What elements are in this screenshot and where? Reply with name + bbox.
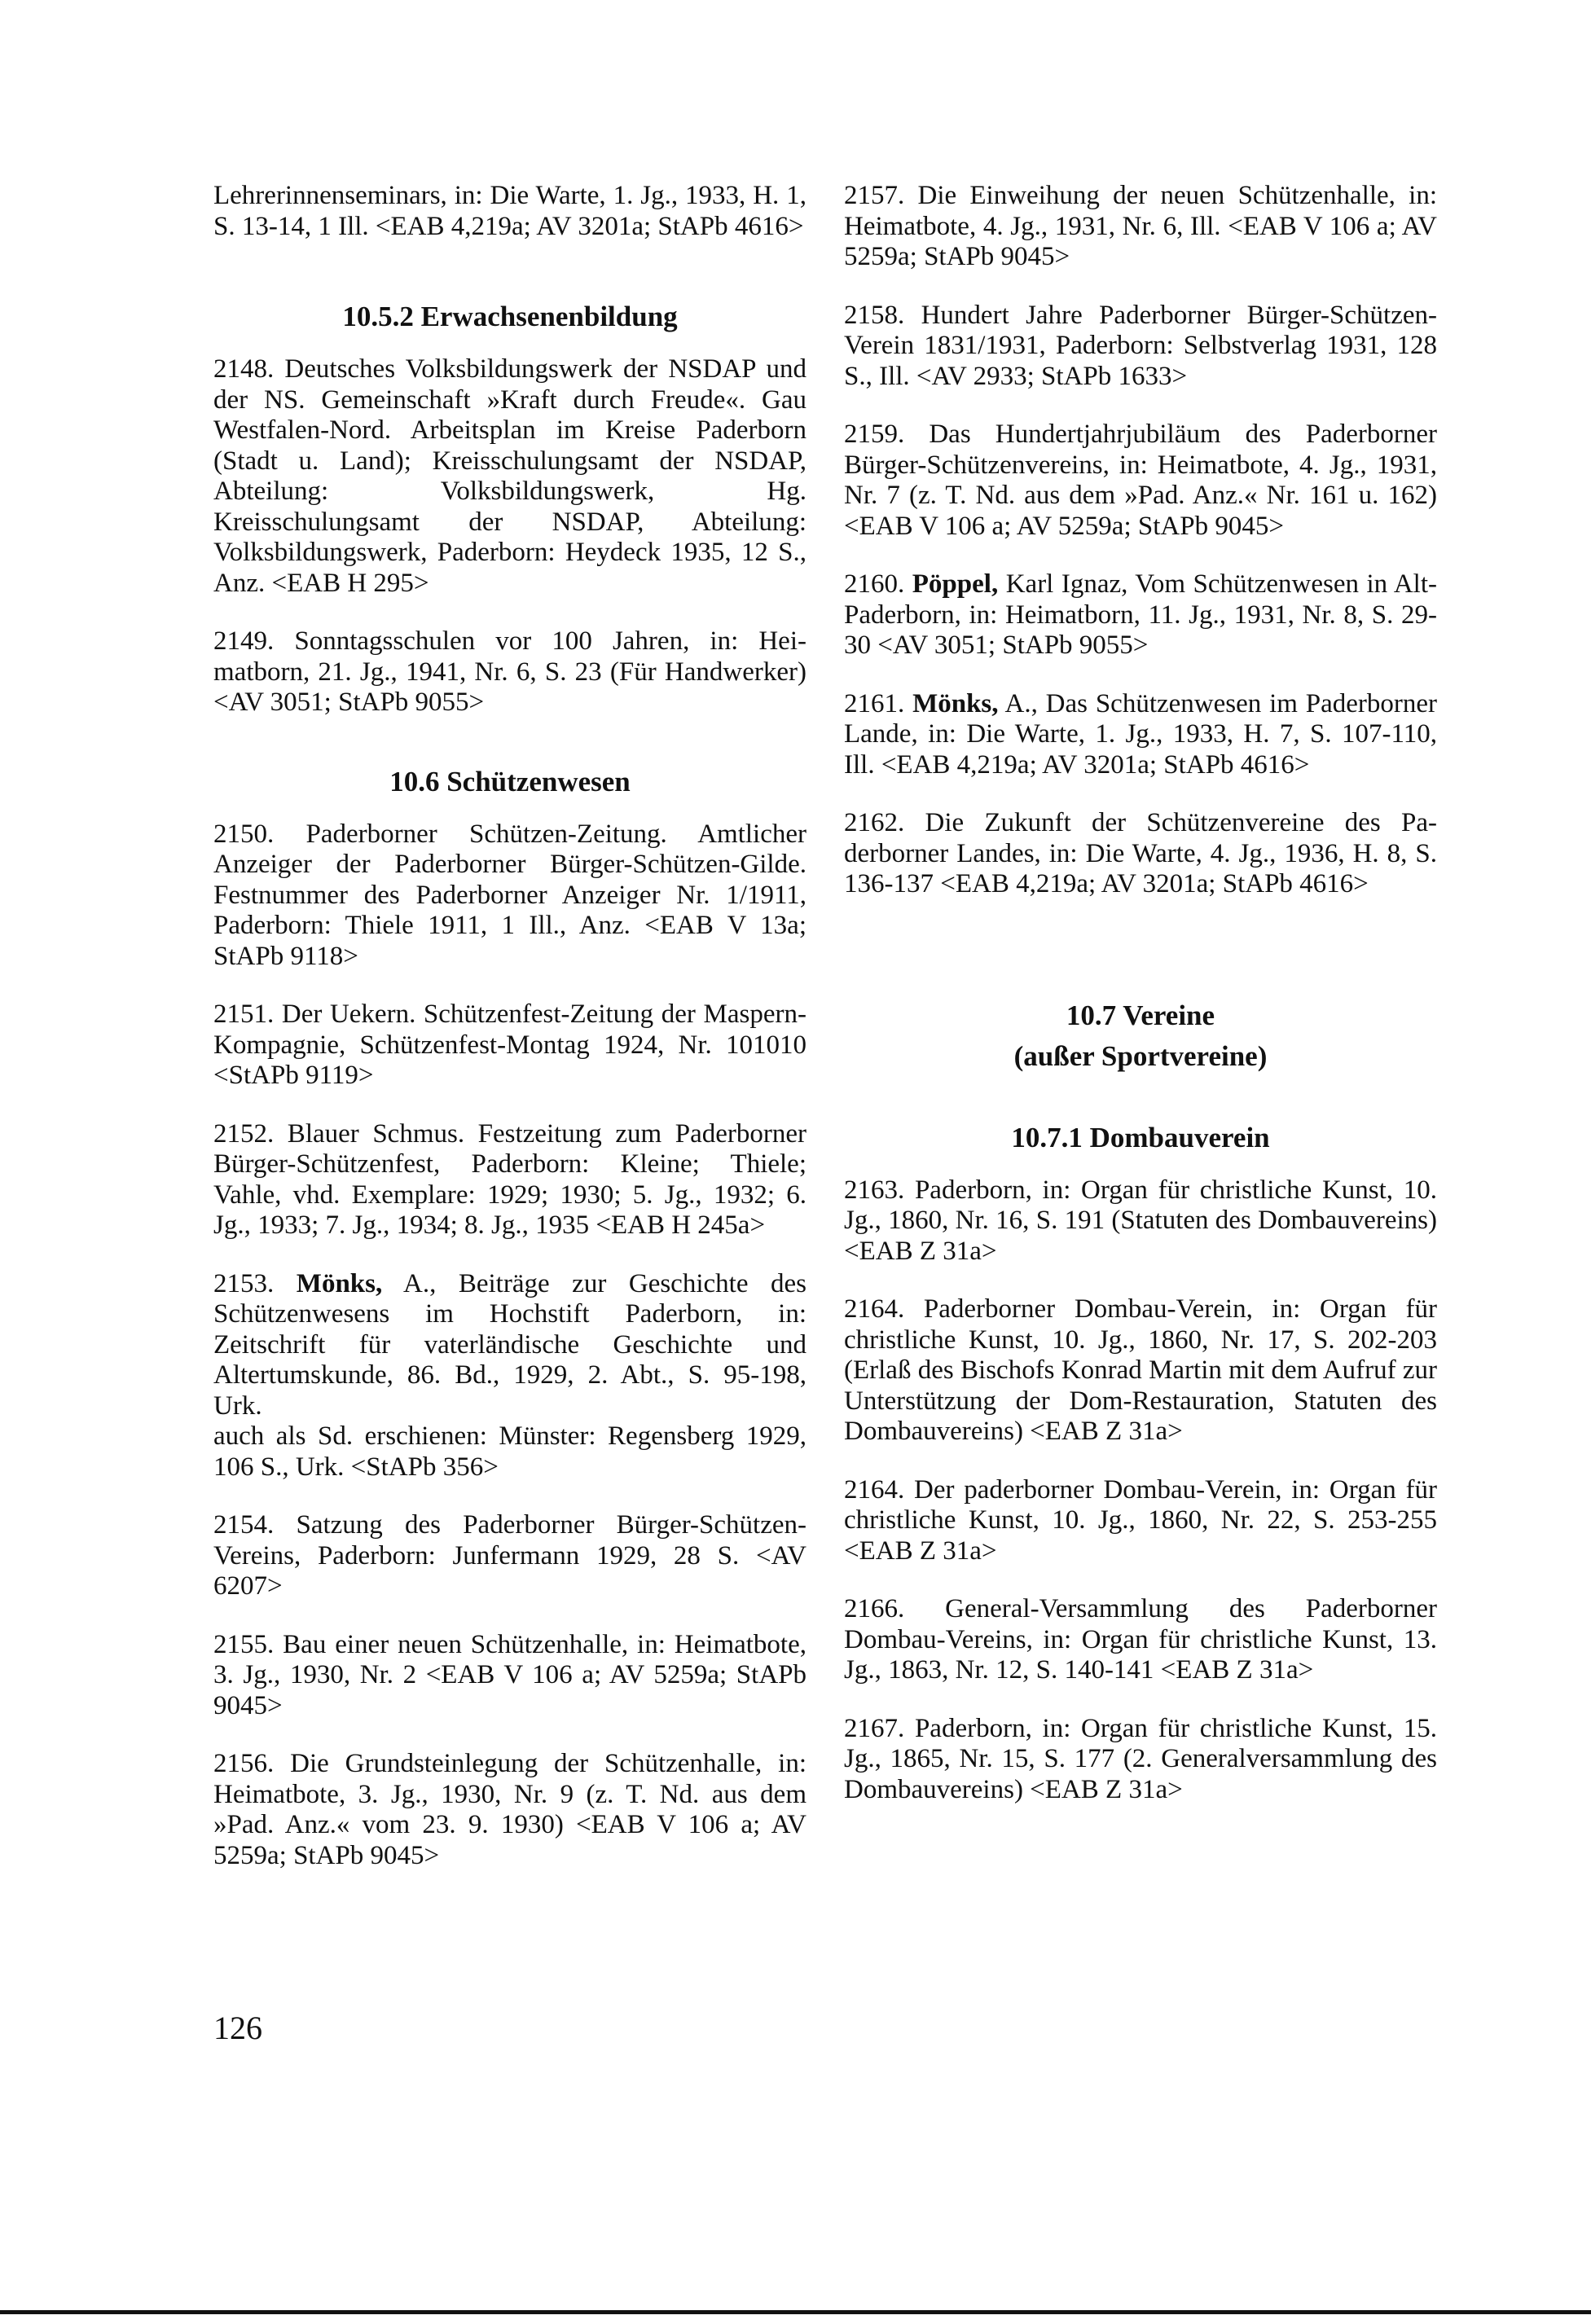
section-heading-10-7-line1: 10.7 Vereine [1066,999,1215,1031]
entry-text: A., Beiträge zur Geschichte des Schützenwesens im Hochstift Paderborn, in: Zeitschrift für vaterländische Geschichte und Altertumskunde, 86. Bd., 1929, 2. Abt., S. 95-198, Urk. [213,1268,806,1421]
entry-2157: 2157. Die Einweihung der neuen Schützenhalle, in: Heimatbote, 4. Jg., 1931, Nr. 6, Ill. <EAB V 106 a; AV 5259a; StAPb 9045> [844,181,1437,271]
entry-note: auch als Sd. erschienen: Münster: Regensberg 1929, 106 S., Urk. <StAPb 356> [213,1421,806,1482]
section-heading-10-7 [844,999,1437,1073]
entry-2160 [844,569,1437,661]
entry-2164: 2164. Paderborner Dombau-Verein, in: Organ für christliche Kunst, 10. Jg., 1860, Nr. 17, S. 202-203 (Erlaß des Bischofs Konrad Martin mit dem Aufruf zur Unterstützung der Dom-Restauration, Statuten des Dombauvereins) <EAB Z 31a> [844,1294,1437,1446]
section-heading-10-5-2: 10.5.2 Erwachsenenbildung [342,301,678,332]
entry-2162: 2162. Die Zukunft der Schützenvereine des Paderborner Landes, in: Die Warte, 4. Jg., 1936, H. 8, S. 136-137 <EAB 4,219a; AV 3201a; StAPb 4616> [844,808,1437,898]
section-heading-10-6: 10.6 Schützenwesen [389,765,631,797]
entry-text: Karl Ignaz, Vom Schützenwesen in Alt-Paderborn, in: Heimatborn, 11. Jg., 1931, Nr. 8, S. 29-30 <AV 3051; StAPb 9055> [844,569,1438,660]
entry-2155: 2155. Bau einer neuen Schützenhalle, in: Heimatbote, 3. Jg., 1930, Nr. 2 <EAB V 106 a; AV 5259a; StAPb 9045> [213,1629,806,1720]
entry-author: Mönks, [912,688,999,718]
entry-author: Pöppel, [912,569,999,599]
page-number: 126 [213,2010,262,2046]
entry-2153 [213,1269,806,1483]
entry-number: 2153. [213,1268,275,1298]
entry-2152: 2152. Blauer Schmus. Festzeitung zum Paderborner Bürger-Schützenfest, Paderborn: Kleine; Thiele; Vahle, vhd. Exemplare: 1929; 1930; 5. Jg., 1932; 6. Jg., 1933; 7. Jg., 1934; 8. Jg., 1935 <EAB H 245a> [213,1118,806,1240]
entry-2163: 2163. Paderborn, in: Organ für christliche Kunst, 10. Jg., 1860, Nr. 16, S. 191 (Statuten des Dombauvereins) <EAB Z 31a> [844,1175,1437,1266]
entry-number: 2161. [844,688,905,718]
entry-2156: 2156. Die Grundsteinlegung der Schützenhalle, in: Heimatbote, 3. Jg., 1930, Nr. 9 (z. T. Nd. aus dem »Pad. Anz.« vom 23. 9. 1930) <EAB V 106 a; AV 5259a; StAPb 9045> [213,1749,806,1870]
entry-author: Mönks, [296,1268,383,1298]
section-heading-10-7-1: 10.7.1 Dombauverein [1011,1121,1270,1153]
entry-2166: 2166. General-Versammlung des Paderborner Dombau-Vereins, in: Organ für christliche Kunst, 13. Jg., 1863, Nr. 12, S. 140-141 <EAB Z 31a> [844,1594,1437,1685]
bottom-scan-edge [0,2310,1591,2314]
entry-2149: 2149. Sonntagsschulen vor 100 Jahren, in: Heimatborn, 21. Jg., 1941, Nr. 6, S. 23 (Für Handwerker) <AV 3051; StAPb 9055> [213,626,806,717]
section-heading-10-7-line2: (außer Sportvereine) [1013,1039,1268,1072]
entry-2161 [844,689,1437,781]
entry-2159: 2159. Das Hundertjahrjubiläum des Paderborner Bürger-Schützenvereins, in: Heimatbote, 4. Jg., 1931, Nr. 7 (z. T. Nd. aus dem »Pad. Anz.« Nr. 161 u. 162) <EAB V 106 a; AV 5259a; StAPb 9045> [844,420,1437,541]
entry-continuation: Lehrerinnenseminars, in: Die Warte, 1. Jg., 1933, H. 1, S. 13-14, 1 Ill. <EAB 4,219a; AV 3201a; StAPb 4616> [213,181,806,241]
entry-2167: 2167. Paderborn, in: Organ für christliche Kunst, 15. Jg., 1865, Nr. 15, S. 177 (2. Generalversammlung des Dombauvereins) <EAB Z 31a> [844,1713,1437,1804]
right-column [844,181,1437,1833]
left-column [213,181,806,1899]
entry-2148: 2148. Deutsches Volksbildungswerk der NSDAP und der NS. Gemeinschaft »Kraft durch Freude«. Gau Westfalen-Nord. Arbeitsplan im Kreise Paderborn (Stadt u. Land); Kreisschulungsamt der NSDAP, Abteilung: Volksbildungswerk, Hg. Kreisschulungsamt der NSDAP, Abteilung: Volksbildungswerk, Paderborn: Heydeck 1935, 12 S., Anz. <EAB H 295> [213,354,806,598]
entry-2151: 2151. Der Uekern. Schützenfest-Zeitung der Maspern-Kompagnie, Schützenfest-Montag 1924, Nr. 101010 <StAPb 9119> [213,999,806,1090]
entry-text: A., Das Schützenwesen im Paderborner Lande, in: Die Warte, 1. Jg., 1933, H. 7, S. 107-110, Ill. <EAB 4,219a; AV 3201a; StAPb 4616> [844,688,1437,780]
entry-2150: 2150. Paderborner Schützen-Zeitung. Amtlicher Anzeiger der Paderborner Bürger-Schützen-Gilde. Festnummer des Paderborner Anzeiger Nr. 1/1911, Paderborn: Thiele 1911, 1 Ill., Anz. <EAB V 13a; StAPb 9118> [213,819,806,971]
entry-2164-second: 2164. Der paderborner Dombau-Verein, in: Organ für christliche Kunst, 10. Jg., 1860, Nr. 22, S. 253-255 <EAB Z 31a> [844,1474,1437,1566]
entry-2158: 2158. Hundert Jahre Paderborner Bürger-Schützen-Verein 1831/1931, Paderborn: Selbstverlag 1931, 128 S., Ill. <AV 2933; StAPb 1633> [844,300,1437,391]
entry-number: 2160. [844,569,905,599]
entry-2154: 2154. Satzung des Paderborner Bürger-Schützen-Vereins, Paderborn: Junfermann 1929, 28 S. <AV 6207> [213,1510,806,1601]
